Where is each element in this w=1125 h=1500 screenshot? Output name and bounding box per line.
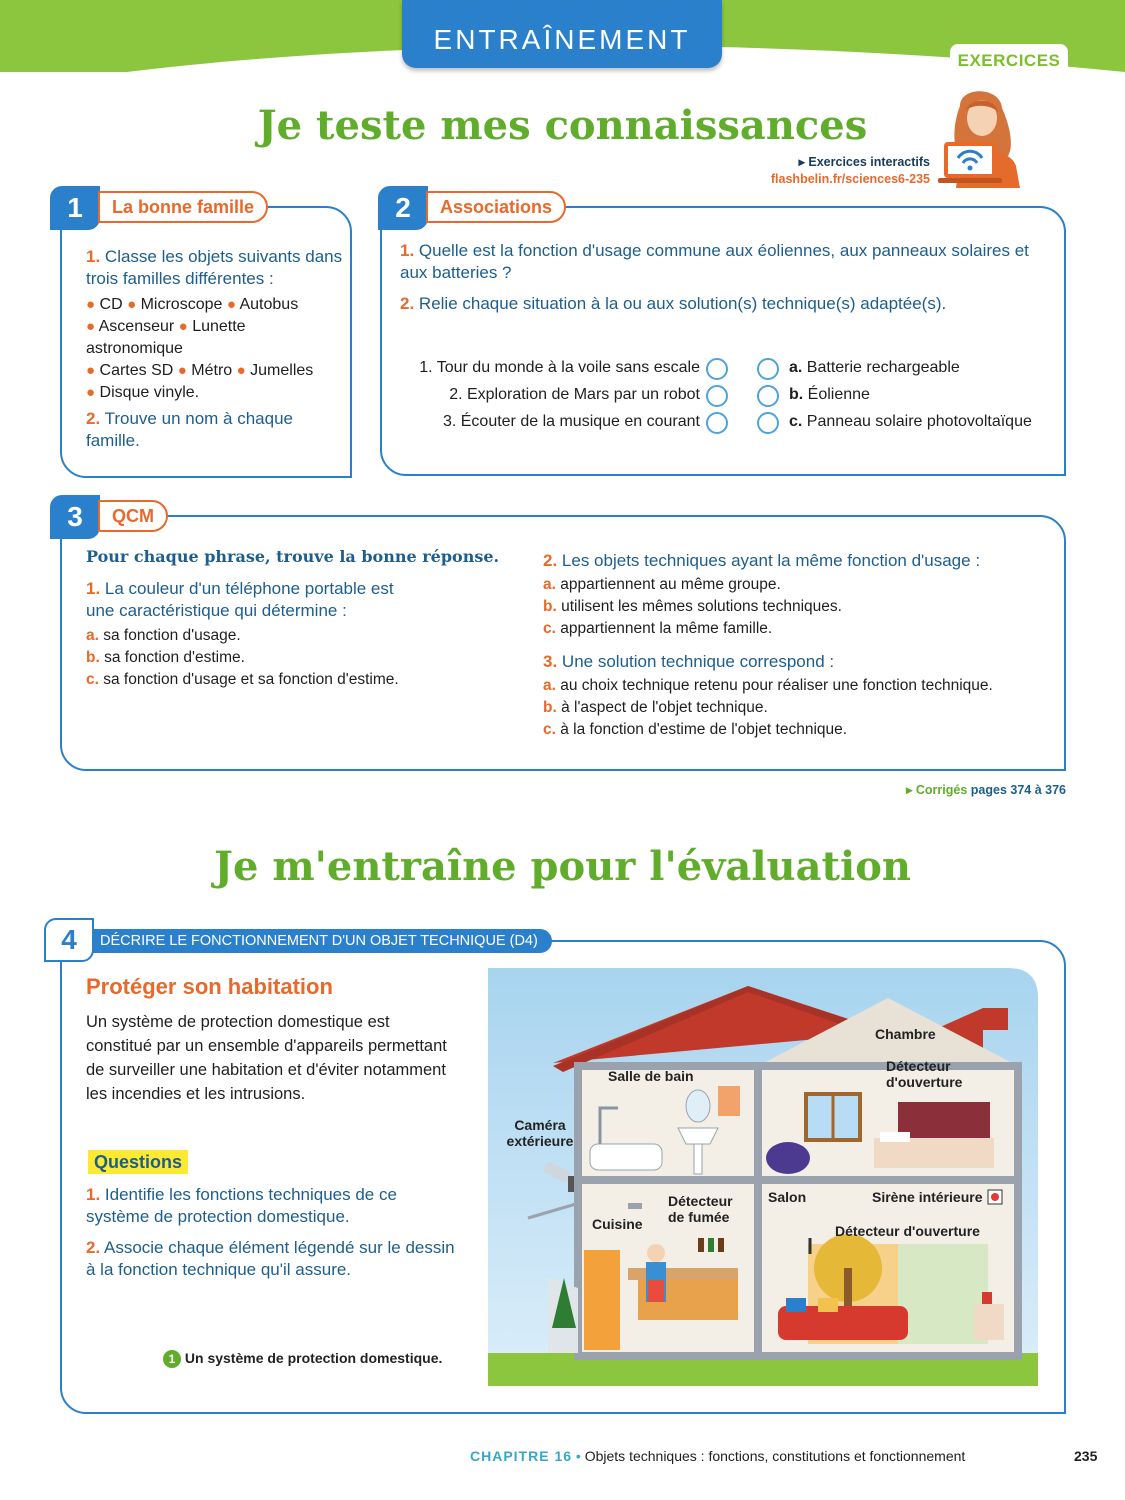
footer: CHAPITRE 16 • Objets techniques : fonctions, constitutions et fonctionnement (470, 1448, 966, 1464)
object-item: CD (99, 296, 123, 313)
chapter-label: CHAPITRE 16 (470, 1448, 573, 1464)
exercise-1-title: La bonne famille (98, 191, 268, 223)
exercise-3-number: 3 (50, 495, 100, 539)
qcm-question-2: 2. Les objets techniques ayant la même fonction d'usage : (543, 551, 981, 570)
qcm-option[interactable]: c. à la fonction d'estime de l'objet technique. (543, 721, 848, 738)
solution-c: c. Panneau solaire photovoltaïque (789, 413, 1032, 430)
object-item: Jumelles (250, 362, 314, 379)
link-circle-solution-c[interactable] (757, 412, 779, 434)
ex1-question-1 (86, 246, 346, 290)
ex2-question-2 (400, 293, 1050, 315)
page-number: 235 (1074, 1448, 1098, 1464)
label-detecteur-ouverture-chambre: Détecteur d'ouverture (886, 1058, 963, 1090)
exercise-2-number: 2 (378, 186, 428, 230)
chapter-title: Objets techniques : fonctions, constitutions et fonctionnement (584, 1448, 966, 1464)
interactive-url[interactable]: flashbelin.fr/sciences6-235 (770, 172, 930, 186)
figure-caption: 1 Un système de protection domestique. (163, 1350, 442, 1368)
exercise-1-number: 1 (50, 186, 100, 230)
object-item: Disque vinyle. (99, 384, 200, 401)
label-detecteur-ouverture-salon: Détecteur d'ouverture (835, 1223, 980, 1239)
ex4-body: Un système de protection domestique est constitué par un ensemble d'appareils permettant de surveiller une habitation et d'éviter notamment les incendies et les intrusions. (86, 1013, 447, 1103)
qcm-option[interactable]: a. sa fonction d'usage. (86, 627, 241, 644)
ex1-q1-text: Classe les objets suivants dans trois familles différentes : (86, 247, 343, 288)
interactive-exercises-link[interactable] (760, 154, 930, 188)
ex1-object-list: ● CD ● Microscope ● Autobus ● Ascenseur ● Lunette astronomique ● Cartes SD ● Métro ● Jumelles ● Disque vinyle. (86, 296, 314, 401)
link-circle-solution-a[interactable] (757, 358, 779, 380)
section-title-evaluation: Je m'entraîne pour l'évaluation (214, 843, 911, 890)
situation-3: 3. Écouter de la musique en courant (442, 413, 700, 430)
ex2-question-1 (400, 240, 1050, 284)
situation-1: 1. Tour du monde à la voile sans escale (419, 359, 700, 376)
object-item: Cartes SD (99, 362, 174, 379)
exercise-4-number: 4 (44, 918, 94, 962)
ex1-q2-number: 2. (86, 409, 101, 428)
link-circle-solution-b[interactable] (757, 385, 779, 407)
ex1-q1-number: 1. (86, 247, 101, 266)
label-salon: Salon (768, 1189, 807, 1205)
qcm-question-1-options (86, 625, 526, 691)
qcm-option[interactable]: a. appartiennent au même groupe. (543, 576, 781, 593)
qcm-question-3-options (543, 675, 1058, 741)
object-item: Microscope (140, 296, 223, 313)
ex2-q1-number: 1. (400, 241, 415, 260)
label-sirene-interieure: Sirène intérieure (872, 1189, 983, 1205)
interactive-label: ▸ Exercices interactifs (798, 155, 930, 169)
object-item: Autobus (239, 296, 299, 313)
ex1-question-2 (86, 408, 341, 452)
exercise-2-title: Associations (426, 191, 566, 223)
object-item: Métro (191, 362, 233, 379)
label-salle-de-bain: Salle de bain (608, 1068, 694, 1084)
link-circle-situation-2[interactable] (706, 385, 728, 407)
qcm-question-1: 1. La couleur d'un téléphone portable est une caractéristique qui détermine : (86, 579, 394, 620)
object-item: Ascenseur (98, 318, 175, 335)
section-title-connaissances: Je teste mes connaissances (257, 102, 868, 149)
exercices-label: EXERCICES (950, 44, 1068, 78)
object-item: Lunette astronomique (86, 318, 246, 357)
solution-a: a. Batterie rechargeable (789, 359, 960, 376)
qcm-option[interactable]: c. appartiennent la même famille. (543, 620, 773, 637)
qcm-option[interactable]: b. à l'aspect de l'objet technique. (543, 699, 768, 716)
label-cuisine: Cuisine (592, 1216, 643, 1232)
ex2-q2-number: 2. (400, 294, 415, 313)
label-chambre: Chambre (875, 1026, 936, 1042)
house-illustration (488, 968, 1038, 1386)
ex4-question-1: 1. Identifie les fonctions techniques de ce système de protection domestique. (86, 1185, 397, 1226)
exercise-4-title: DÉCRIRE LE FONCTIONNEMENT D'UN OBJET TECHNIQUE (D4) (92, 929, 552, 953)
student-laptop-illustration (930, 86, 1030, 188)
ex2-q1-text: Quelle est la fonction d'usage commune aux éoliennes, aux panneaux solaires et aux batteries ? (400, 241, 1029, 282)
qcm-question-2-options (543, 574, 1053, 640)
label-detecteur-fumee: Détecteur de fumée (668, 1193, 733, 1225)
corriges-link[interactable]: ▸ Corrigés pages 374 à 376 (906, 783, 1066, 797)
situation-2: 2. Exploration de Mars par un robot (449, 386, 700, 403)
qcm-option[interactable]: a. au choix technique retenu pour réaliser une fonction technique. (543, 677, 993, 694)
ex1-q2-text: Trouve un nom à chaque famille. (86, 409, 293, 450)
link-circle-situation-3[interactable] (706, 412, 728, 434)
questions-label: Questions (88, 1150, 188, 1174)
link-circle-situation-1[interactable] (706, 358, 728, 380)
qcm-question-3: 3. Une solution technique correspond : (543, 652, 835, 671)
ex4-subtitle: Protéger son habitation (86, 974, 333, 999)
ex3-intro: Pour chaque phrase, trouve la bonne réponse. (86, 547, 500, 566)
qcm-option[interactable]: b. utilisent les mêmes solutions techniques. (543, 598, 842, 615)
qcm-option[interactable]: b. sa fonction d'estime. (86, 649, 245, 666)
label-camera-exterieure: Caméra extérieure (506, 1117, 574, 1149)
ex4-question-2: 2. Associe chaque élément légendé sur le dessin à la fonction technique qu'il assure. (86, 1238, 455, 1279)
ex2-q2-text: Relie chaque situation à la ou aux solution(s) technique(s) adaptée(s). (418, 294, 947, 313)
section-tab-entrainement: ENTRAÎNEMENT (402, 0, 722, 68)
qcm-option[interactable]: c. sa fonction d'usage et sa fonction d'estime. (86, 671, 399, 688)
exercise-3-title: QCM (98, 500, 168, 532)
solution-b: b. Éolienne (789, 386, 870, 403)
